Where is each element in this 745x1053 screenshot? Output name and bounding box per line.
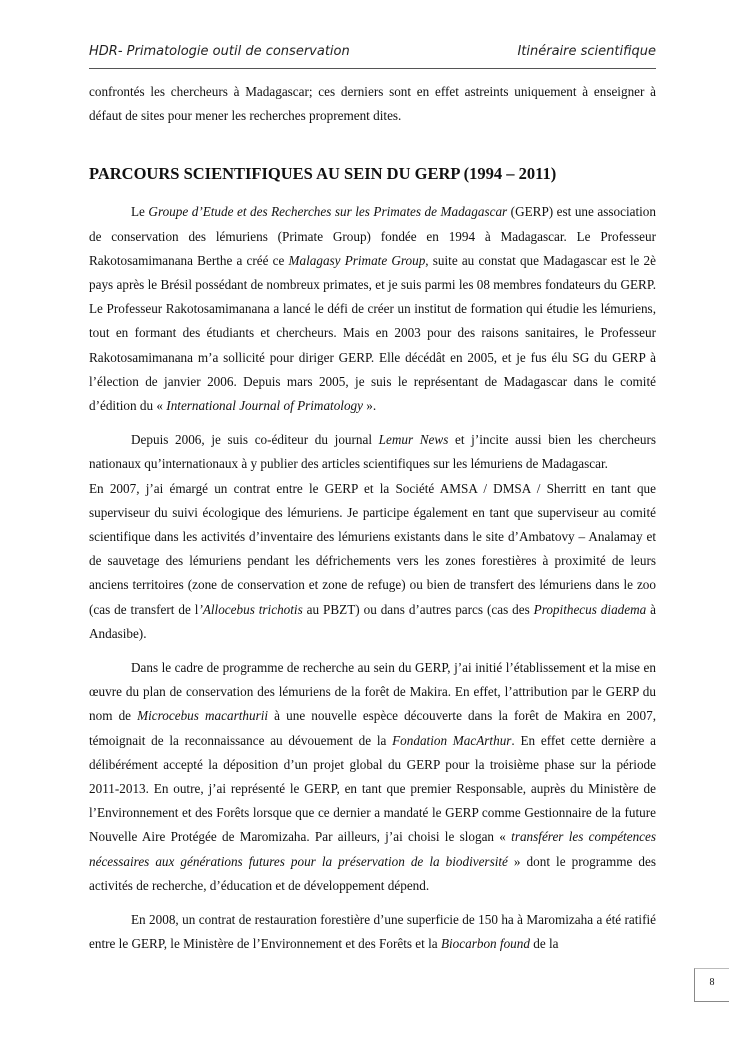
text: En 2007, j’ai émargé un contrat entre le GERP et la Société AMSA / DMSA / Sherritt en tant que superviseur du suivi écologique des lémuriens. Je participe également en tant que superviseur au comité scientifique dans les activités d’inventaire des lémuriens existants dans le site d’Ambatovy – Analamay et de sauvetage des lémuriens pendant les défrichements vers les zones forestières à proximité de leurs anciens territoires (zone de conservation et zone de refuge) ou bien de transfert des lémuriens dans le zoo (cas de transfert de l: [89, 480, 656, 617]
paragraph-gerp-history: [89, 200, 656, 418]
italic-text: Microcebus macarthurii: [137, 708, 269, 724]
italic-text: Groupe d’Etude et des Recherches sur les Primates de Madagascar: [148, 204, 508, 220]
text: à Andasibe).: [89, 601, 657, 641]
section-title: PARCOURS SCIENTIFIQUES AU SEIN DU GERP (1994 – 2011): [89, 164, 557, 184]
italic-text: Malagasy Primate Group: [288, 252, 426, 268]
page-number: 8: [694, 968, 729, 1002]
page-header: [89, 40, 656, 69]
text: Dans le cadre de programme de recherche au sein du GERP, j’ai initié l’établissement et la mise en œuvre du plan de conservation des lémuriens de la forêt de Makira. En effet, l’attribution par le GERP du nom de: [89, 660, 656, 724]
text: » dont le programme des activités de recherche, d’éducation et de développement dépend.: [89, 853, 656, 893]
text: Le: [131, 204, 149, 220]
italic-text: Fondation MacArthur: [392, 732, 512, 748]
header-section: Itinéraire scientifique: [517, 44, 656, 59]
text: ».: [363, 398, 377, 414]
paragraph-makira: [89, 656, 656, 898]
italic-text: transférer les compétences nécessaires aux générations futures pour la préservation de la biodiversité: [89, 829, 656, 869]
paragraph-maromizaha: [89, 908, 656, 956]
text: En 2008, un contrat de restauration forestière d’une superficie de 150 ha à Maromizaha a été ratifié entre le GERP, le Ministère de l’Environnement et des Forêts et la: [89, 912, 656, 952]
text: et j’incite aussi bien les chercheurs nationaux qu’internationaux à y publier des articles scientifiques sur les lémuriens de Madagascar.: [89, 432, 656, 472]
text: (GERP) est une association de conservation des lémuriens (Primate Group) fondée en 1994 à Madagascar. Le Professeur Rakotosamimanana Berthe a créé ce: [89, 204, 656, 268]
italic-text: Propithecus diadema: [533, 601, 647, 617]
text: de la: [529, 936, 559, 952]
italic-text: Lemur News: [378, 432, 449, 448]
paragraph-lemur-news: [89, 428, 656, 476]
italic-text: ’Allocebus trichotis: [198, 601, 303, 617]
text: , suite au constat que Madagascar est le 2è pays après le Brésil possédant de nombreux primates, et je suis parmi les 08 membres fondateurs du GERP. Le Professeur Rakotosamimanana a lancé le défi de créer un institut de formation qui étudie les lémuriens, tout en formant des étudiants et chercheurs. Mais en 2003 pour des raisons sanitaires, le Professeur Rakotosamimanana m’a sollicité pour diriger GERP. Elle décédât en 2005, et je fus élu SG du GERP à l’élection de janvier 2006. Depuis mars 2005, je suis le représentant de Madagascar dans le comité d’édition du «: [89, 252, 656, 414]
italic-text: International Journal of Primatology: [166, 398, 363, 414]
paragraph-ambatovy: [89, 477, 656, 646]
intro-paragraph: confrontés les chercheurs à Madagascar; ces derniers sont en effet astreints uniquement à enseigner à défaut de sites pour mener les recherches proprement dites.: [89, 84, 656, 124]
text: à une nouvelle espèce découverte dans la forêt de Makira en 2007, témoignait de la reconnaissance au dévouement de la: [89, 708, 656, 748]
text: au PBZT) ou dans d’autres parcs (cas des: [302, 601, 534, 617]
italic-text: Biocarbon found: [440, 936, 530, 952]
document-body: [89, 80, 656, 957]
text: . En effet cette dernière a délibérément accepté la déposition d’un projet global du GERP pour la troisième phase sur la période 2011-2013. En outre, j’ai représenté le GERP, en tant que premier Responsable, auprès du Ministère de l’Environnement et des Forêts lorsque que ce dernier a mandaté le GERP comme Gestionnaire de la future Nouvelle Aire Protégée de Maromizaha. Par ailleurs, j’ai choisi le slogan «: [89, 732, 657, 845]
text: Depuis 2006, je suis co-éditeur du journal: [131, 432, 379, 448]
header-title: HDR- Primatologie outil de conservation: [89, 44, 350, 59]
